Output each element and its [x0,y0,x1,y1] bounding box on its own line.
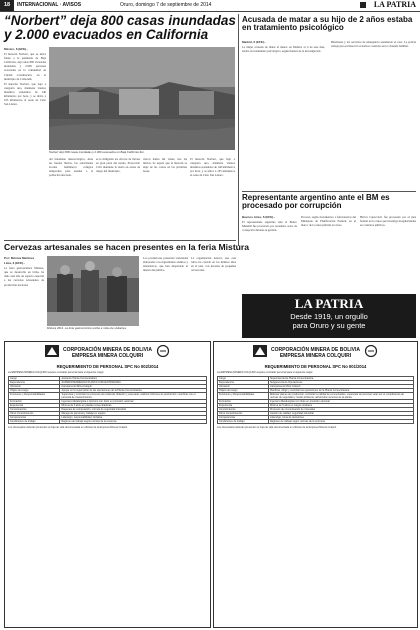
requirement-label: Cargo [9,377,60,381]
job-ad-left-intro: La EMPRESA MINERA COLQUIRI requiere contratar personal para el siguiente cargo: [8,371,105,374]
house-ad [242,294,416,338]
job-ad-right [213,341,418,628]
requirement-label: Ubicación [218,385,269,389]
cervezas-photo [47,256,139,326]
comibol-logo-icon [45,344,59,362]
requirement-value: Gestión de calidad, seguridad industrial [268,412,413,416]
cervezas-dateline: Lima, 6 (EFE).- [4,261,25,266]
requirement-row [9,393,207,400]
column-divider [238,14,239,246]
requirement-label: Funciones y Responsabilidades [9,393,60,400]
section-divider [4,240,236,241]
requirement-value: Elaborar planes de producción; controlar la calidad de concentrados; supervisar al personal; velar por el cumplimiento de normas de seguridad y medio ambiente; administrar recursos de la planta. [268,393,413,400]
job-ad-right-company: CORPORACIÓN MINERA DE BOLIVIA [271,347,360,353]
requirement-label: Objeto del cargo [218,389,269,393]
requirement-value: Ingeniero Metalurgista con título en provisión nacional [268,400,413,404]
requirement-label: Experiencia [9,404,60,408]
requirement-label: Cargo [218,377,269,381]
requirement-label: Condiciones de trabajo [9,420,60,424]
requirement-row [9,420,207,424]
lead-col-4: vieron daños del viento tras las lluvias. Se espera que el huracán se aleje de las costas en las próximas horas. [143,157,187,174]
lead-col-1 [4,47,46,237]
requirement-label: Formación [218,400,269,404]
argentina-dateline: Buenos Aires, 6 (EFE).- [242,215,276,219]
argentina-col-3: Héctor Capaccioli, fue procesado por el juez federal en la causa que investiga irregularidades en contratos públicos. [360,215,416,228]
requirement-row [218,393,414,400]
page-number: 18 [0,0,14,11]
requirement-value: Supervisar y controlar los procesos de molienda, flotación y espesado; elaborar informes de producción; coordinar con el personal de mantenimiento. [60,393,207,400]
house-ad-brand: LA PATRIA [294,296,364,311]
requirement-value: Mínima de 5 años en cargos similares [268,404,413,408]
requirement-value: Superintendente Planta Concentradora [268,377,413,381]
masthead-logo: LA PATRIA [373,0,416,9]
acusada-headline: Acusada de matar a su hijo de 2 años estaba en tratamiento psicológico [242,15,413,33]
lead-photo [49,47,235,150]
lead-dateline: México, 6 (EFE).- [4,47,29,51]
cervezas-headline: Cervezas artesanales se hacen presentes en la feria Mistura [4,242,250,252]
lead-col-5: El huracán Norbert, que bajó a categoría uno, mantiene vientos máximos sostenidos de 140 kilómetros por hora, y se ubica a 105 kilómetros al oeste de Cabo San Lázaro. [190,157,235,178]
requirement-value: Mínima de 3 años en plantas concentradoras [60,404,207,408]
requirement-value: Subgerencia de Operaciones [268,381,413,385]
comibol-logo-icon [253,344,267,362]
acusada-text-1: La mujer acusada de matar al menor en Madrid, el 4 de este mes, estaba en tratamiento psicológico, según fuentes de la investigación. [242,45,325,54]
job-ad-right-subsidiary: EMPRESA MINERA COLQUIRI [279,353,352,359]
lead-text-1: El huracán Norbert, que se ubica frente a la península de Baja California, dejó unas 800 viviendas inundadas y 2.000 personas evacuadas en la comunidad de Ciudad Constitución, en el municipio de Comondú. [4,52,46,81]
requirement-label: Conocimientos [9,408,60,412]
requirement-value: Campamento Mina Colquiri [268,385,413,389]
job-ad-right-intro: La EMPRESA MINERA COLQUIRI requiere contratar personal para el siguiente cargo: [217,371,314,374]
requirement-row [218,420,414,424]
requirement-label: Otros Conocimientos [9,412,60,416]
requirement-label: Conocimientos [218,408,269,412]
requirement-label: Competencias [218,416,269,420]
job-ad-left [4,341,211,628]
requirement-label: Competencias [9,416,60,420]
job-ad-left-masthead [5,344,210,362]
argentina-col-2: Procesó, según documentos, a funcionarios del Ministerio de Planificación Federal, en el marco de la causa judicial en curso. [301,215,356,228]
cervezas-byline: Por: Mónica Martínez [4,256,35,260]
requirement-value: SUPERINTENDENCIA PLANTA CONCENTRADORA [60,381,207,385]
cervezas-photo-caption: Mistura 2014. La feria gastronómica recibe a miles de visitantes. [47,326,127,330]
lead-text-2: El huracán Norbert, que bajó a categoría uno, mantiene vientos máximos sostenidos de 140 kilómetros por hora, y se ubica a 105 kilómetros al oeste de Cabo San Lázaro. [4,81,46,107]
acusada-dateline: Madrid, 6 (EFE).- [242,40,266,44]
requirement-value: Procesos de concentración de minerales [268,408,413,412]
lead-photo-caption: Norbert dejó 800 casas inundadas y 2.000 evacuados en Baja California Sur. [49,150,145,154]
job-ad-left-subsidiary: EMPRESA MINERA COLQUIRI [71,353,144,359]
house-ad-line-2: para Oruro y su gente [292,321,366,330]
cervezas-col-1 [4,256,44,336]
job-ad-left-footer: Los interesados deberán presentar su hoja de vida documentada en oficinas de la Empresa Minera Colquiri. [8,426,128,430]
job-ad-left-title: REQUERIMIENTO DE PERSONAL SPC No 002/2014 [56,364,159,369]
requirement-label: Objeto del cargo [9,389,60,393]
requirement-label: Experiencia [218,404,269,408]
requirement-value: Paquetes de computación, normas de seguridad industrial [60,408,207,412]
requirement-label: Otros Conocimientos [218,412,269,416]
lead-col-2: del fenómeno meteorológico. Ante las fuertes lluvias, las autoridades locales habilitaron refugios temporales para atender a la población afectada. [49,157,93,178]
job-ad-left-company: CORPORACIÓN MINERA DE BOLIVIA [63,347,152,353]
house-ad-line-1: Desde 1919, un orgullo [290,312,368,321]
requirement-label: Funciones y Responsabilidades [218,393,269,400]
argentina-headline: Representante argentino ante el BM es procesado por corrupción [242,193,390,211]
requirement-value: Asistente Planta Concentradora [60,377,207,381]
requirement-value: Liderazgo, responsabilidad, iniciativa [60,416,207,420]
masthead-mark-icon [360,2,366,8]
colquiri-logo-icon [156,344,170,362]
requirement-value: Liderazgo, toma de decisiones [268,416,413,420]
job-ad-right-title: REQUERIMIENTO DE PERSONAL SPC No 001/2014 [264,364,367,369]
requirement-label: Ubicación [9,385,60,389]
colquiri-logo-icon [364,344,378,362]
acusada-col-1 [242,40,325,188]
lead-headline: “Norbert” deja 800 casas inundadas y 2.000 evacuados en California [4,13,236,42]
requirement-label: Dependencia [218,381,269,385]
job-ad-right-footer: Los interesados deberán presentar su hoja de vida documentada en oficinas de la Empresa Minera Colquiri. [217,426,337,430]
requirement-label: Dependencia [9,381,60,385]
issue-date: Oruro, domingo 7 de septiembre de 2014 [120,2,212,8]
argentina-col-1 [242,215,297,290]
section-label: INTERNACIONAL · AVISOS [17,2,82,8]
page-header [0,0,420,12]
job-ad-right-table [217,376,414,424]
requirement-label: Formación [9,400,60,404]
section-divider [242,191,416,192]
requirement-value: Manejo de personal y trabajo en equipo [60,412,207,416]
requirement-value: Campamento Mina Colquiri [60,385,207,389]
argentina-text-1: El representante argentino ante el Banco Mundial fue procesado por presuntos actos de corrupción durante su gestión. [242,220,297,233]
requirement-value: Planificar, dirigir y controlar las operaciones de la Planta Concentradora [268,389,413,393]
cervezas-col-3: La organización destacó que este rubro ha crecido en los últimos años en el país, con decenas de pequeñas cervecerías. [191,256,236,273]
job-ad-left-table [8,376,207,424]
requirement-value: Régimen de trabajo según normas de la empresa [60,420,207,424]
requirement-value: Ingeniero Metalurgista o Químico con título en provisión nacional [60,400,207,404]
requirement-value: Régimen de trabajo según normas de la empresa [268,420,413,424]
requirement-value: Apoyar en la supervisión de las operaciones de la Planta Concentradora [60,389,207,393]
lead-col-3: se le mitigarán los efectos de lluvias en gran parte del estado. Protección Civil mantiene la alerta en zonas de riesgo del municipio. [96,157,140,174]
cervezas-col-2: Los productores presentan variedades elaboradas con ingredientes andinos y amazónicos, que han despertado el interés del público. [143,256,188,273]
cervezas-text-1: La feria gastronómica Mistura, que se desarrolla en Lima, ha dado este año un espacio especial a las cervezas artesanales de producción nacional. [4,266,44,287]
requirement-label: Condiciones de trabajo [218,420,269,424]
job-ad-right-masthead [214,344,417,362]
acusada-col-2: Batallones y los servicios de emergencia atendieron el caso. La policía trabaja para esclarecer los hechos ocurridos en la vivienda familiar. [331,40,416,49]
